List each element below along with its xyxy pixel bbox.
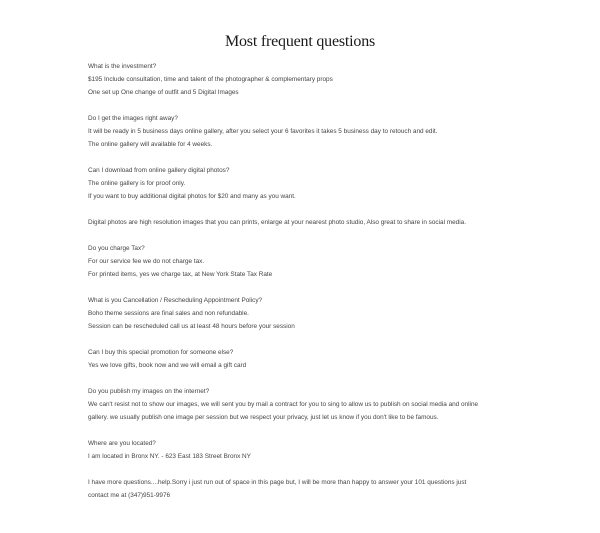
faq-answer-line: gallery. we usually publish one image per session but we respect your privacy, just let us know if you don't like to be famous. (88, 414, 439, 421)
faq-block (88, 294, 528, 333)
faq-list (88, 60, 528, 502)
faq-answer-line: The online gallery will available for 4 weeks. (88, 141, 213, 148)
faq-question: I have more questions....help.Sorry i just run out of space in this page but, I will be more than happy to answer your 101 questions just (88, 479, 467, 486)
faq-block (88, 112, 528, 151)
faq-answer-line: contact me at (347)951-9976 (88, 492, 171, 499)
faq-answer-line: If you want to buy additional digital photos for $20 and many as you want. (88, 193, 296, 200)
faq-answer-line: Session can be rescheduled call us at least 48 hours before your session (88, 323, 295, 330)
faq-block (88, 346, 528, 372)
faq-answer-line: One set up One change of outfit and 5 Digital Images (88, 89, 239, 96)
faq-answer-line: $195 Include consultation, time and talent of the photographer & complementary props (88, 76, 333, 83)
faq-question: What is you Cancellation / Rescheduling Appointment Policy? (88, 297, 263, 304)
faq-block (88, 476, 528, 502)
faq-question: Digital photos are high resolution images that you can prints, enlarge at your nearest photo studio, Also great to share in social media. (88, 219, 466, 226)
page-title: Most frequent questions (224, 33, 376, 50)
faq-question: What is the investment? (88, 63, 157, 70)
faq-answer-line: It will be ready in 5 business days online gallery, after you select your 6 favorites it takes 5 business day to retouch and edit. (88, 128, 438, 135)
faq-question: Do you publish my images on the internet? (88, 388, 210, 395)
faq-block (88, 242, 528, 281)
faq-answer-line: I am located in Bronx NY. - 623 East 183 Street Bronx NY (88, 453, 251, 460)
faq-answer-line: Boho theme sessions are final sales and non refundable. (88, 310, 249, 317)
faq-question: Can I download from online gallery digital photos? (88, 167, 230, 174)
faq-block (88, 385, 528, 424)
faq-answer-line: The online gallery is for proof only. (88, 180, 186, 187)
block-spacer (88, 203, 528, 216)
faq-block (88, 60, 528, 99)
block-spacer (88, 151, 528, 164)
faq-question: Where are you located? (88, 440, 156, 447)
block-spacer (88, 281, 528, 294)
block-spacer (88, 424, 528, 437)
block-spacer (88, 229, 528, 242)
block-spacer (88, 99, 528, 112)
faq-block (88, 164, 528, 203)
faq-answer-line: For printed items, yes we charge tax, at New York State Tax Rate (88, 271, 273, 278)
faq-question: Do you charge Tax? (88, 245, 145, 252)
block-spacer (88, 372, 528, 385)
faq-question: Do I get the images right away? (88, 115, 178, 122)
faq-block (88, 437, 528, 463)
faq-answer-line: Yes we love gifts, book now and we will email a gift card (88, 362, 247, 369)
faq-answer-line: For our service fee we do not charge tax. (88, 258, 205, 265)
block-spacer (88, 333, 528, 346)
faq-question: Can I buy this special promotion for someone else? (88, 349, 234, 356)
faq-answer-line: We can't resist not to show our images, we will sent you by mail a contract for you to sing to allow us to publish on social media and online (88, 401, 479, 408)
faq-block (88, 216, 528, 229)
block-spacer (88, 463, 528, 476)
